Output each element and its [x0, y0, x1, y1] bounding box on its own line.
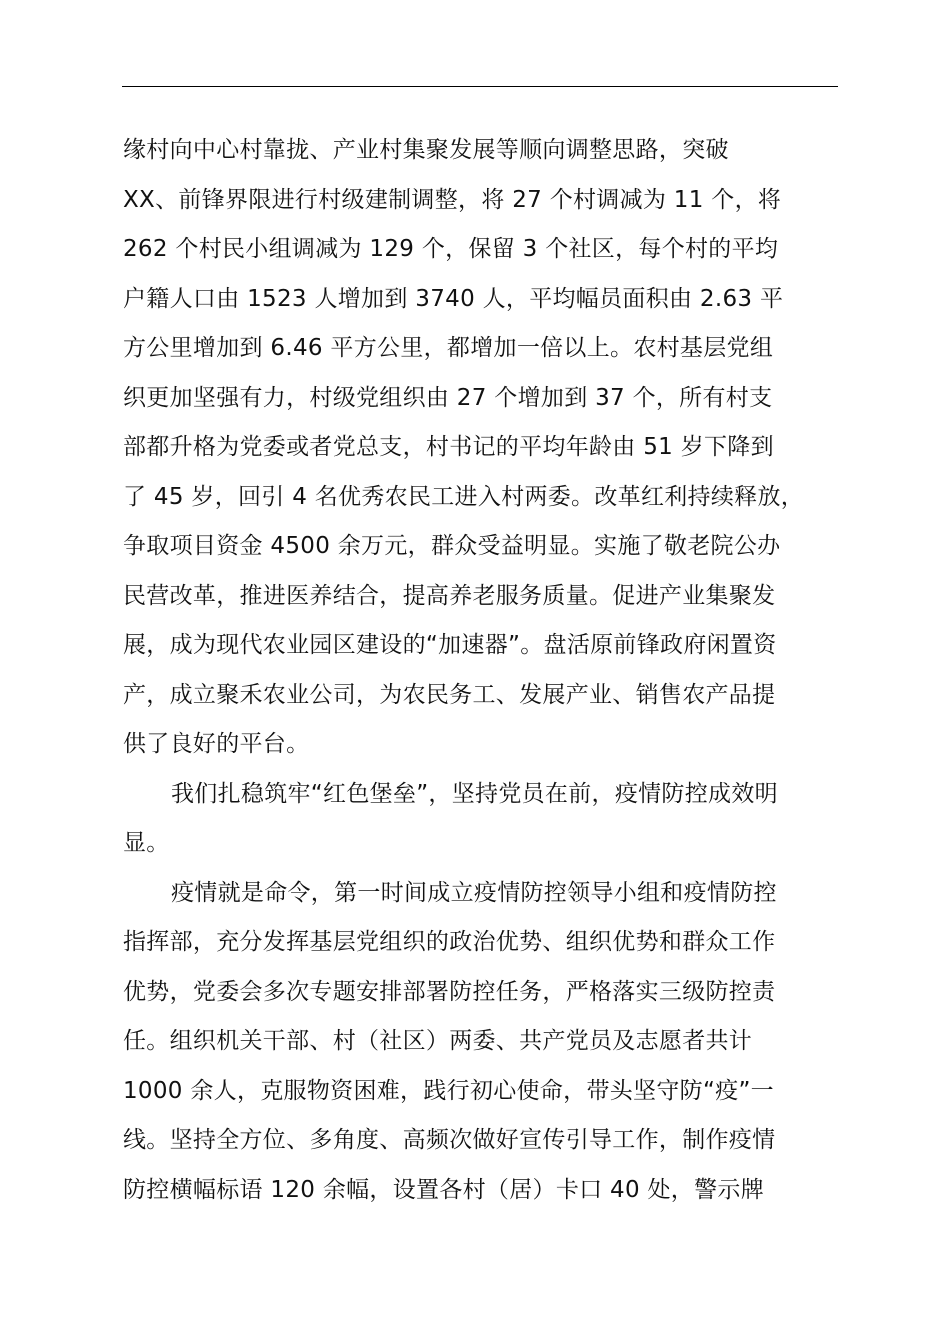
text-line: 民营改革，推进医养结合，提高养老服务质量。促进产业集聚发 [123, 582, 776, 609]
text-line: 供了良好的平台。 [123, 731, 310, 757]
text-line: 产，成立聚禾农业公司，为农民务工、发展产业、销售农产品提 [123, 681, 776, 708]
text-line: XX、前锋界限进行村级建制调整，将 27 个村调减为 11 个，将 [123, 186, 782, 213]
text-line: 线。坚持全方位、多角度、高频次做好宣传引导工作，制作疫情 [123, 1127, 776, 1153]
text-line: 缘村向中心村靠拢、产业村集聚发展等顺向调整思路，突破 [123, 137, 729, 163]
document-body [123, 126, 883, 1215]
text-line: 织更加坚强有力，村级党组织由 27 个增加到 37 个，所有村支 [123, 384, 773, 411]
text-line: 1000 余人，克服物资困难，践行初心使命，带头坚守防“疫”一 [123, 1077, 774, 1104]
text-line: 262 个村民小组调减为 129 个，保留 3 个社区，每个村的平均 [123, 236, 779, 262]
text-line: 疫情就是命令，第一时间成立疫情防控领导小组和疫情防控 [171, 879, 777, 906]
text-line: 部都升格为党委或者党总支，村书记的平均年龄由 51 岁下降到 [123, 434, 774, 460]
text-line: 方公里增加到 6.46 平方公里，都增加一倍以上。农村基层党组 [123, 335, 774, 361]
paragraph-epidemic [123, 869, 883, 1216]
text-line: 指挥部，充分发挥基层党组织的政治优势、组织优势和群众工作 [123, 929, 776, 955]
text-line: 展，成为现代农业园区建设的“加速器”。盘活原前锋政府闲置资 [123, 632, 777, 658]
paragraph-reform [123, 126, 883, 770]
text-line: 我们扎稳筑牢“红色堡垒”，坚持党员在前，疫情防控成效明 [171, 780, 778, 807]
header-rule [122, 86, 838, 87]
text-line: 户籍人口由 1523 人增加到 3740 人，平均幅员面积由 2.63 平 [123, 285, 784, 312]
text-line: 争取项目资金 4500 余万元，群众受益明显。实施了敬老院公办 [123, 533, 781, 559]
text-line: 防控横幅标语 120 余幅，设置各村（居）卡口 40 处，警示牌 [123, 1176, 765, 1203]
text-line: 优势，党委会多次专题安排部署防控任务，严格落实三级防控责 [123, 978, 776, 1005]
text-line: 任。组织机关干部、村（社区）两委、共产党员及志愿者共计 [123, 1028, 753, 1054]
paragraph-red-fortress [123, 770, 883, 869]
text-line: 显。 [123, 830, 170, 856]
text-line: 了 45 岁，回引 4 名优秀农民工进入村两委。改革红利持续释放， [123, 483, 805, 510]
